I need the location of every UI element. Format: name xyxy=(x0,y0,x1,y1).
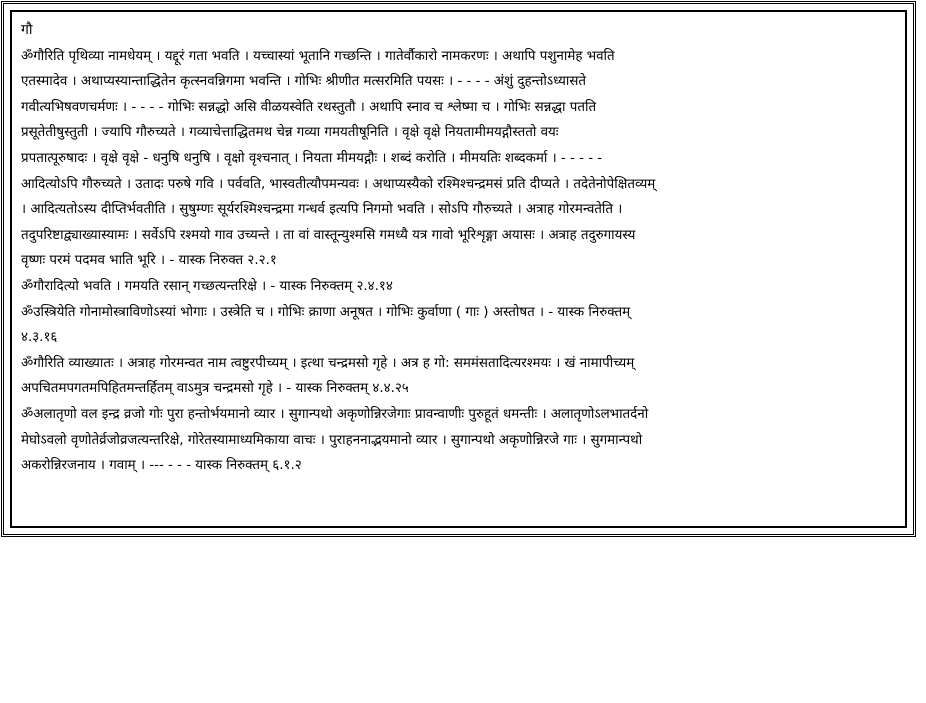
text-line: अकरोन्निरजनाय । गवाम् । --- - - - यास्क निरुक्तम् ६.१.२ xyxy=(21,458,302,474)
document-heading: गौ xyxy=(21,22,33,38)
text-line: गवीत्यभिषवणचर्मणः । - - - - गोभिः सन्नद्धो असि वीळयस्वेति रथस्तुतौ । अथापि स्नाव च श्लेष्मा च । गोभिः सन्नद्धा पतति xyxy=(21,99,597,115)
document-text-frame xyxy=(10,10,907,528)
text-line: ॐगौरिति पृथिव्या नामधेयम् । यद्दूरं गता भवति । यच्चास्यां भूतानि गच्छन्ति । गातेर्वौकारो नामकरणः । अथापि पशुनामेह भवति xyxy=(21,48,615,64)
text-line: ॐगौरादित्यो भवति । गमयति रसान् गच्छत्यन्तरिक्षे । - यास्क निरुक्तम् २.४.१४ xyxy=(21,278,393,294)
document-outer-frame xyxy=(1,1,916,537)
text-line: एतस्मादेव । अथाप्यस्यान्ताद्धितेन कृत्स्नवन्निगमा भवन्ति । गोभिः श्रीणीत मत्सरमिति पयसः । - - - - अंशुं दुहन्तोऽध्यासते xyxy=(21,74,587,90)
text-line: आदित्योऽपि गौरुच्यते । उतादः परुषे गवि । पर्ववति, भास्वतीत्यौपमन्यवः । अथाप्यस्यैको रश्मिश्चन्द्रमसं प्रति दीप्यते । तदेतेनोपेक्षितव्यम् xyxy=(21,176,656,192)
text-line: ४.३.१६ xyxy=(21,330,58,346)
text-line: अपचितमपगतमपिहितमन्तर्हितम् वाऽमुत्र चन्द्रमसो गृहे । - यास्क निरुक्तम् ४.४.२५ xyxy=(21,381,409,397)
text-line: प्रपतात्पूरुषादः । वृक्षे वृक्षे - धनुषि धनुषि । वृक्षो वृश्चनात् । नियता मीमयद्गौः । शब्दं करोति । मीमयतिः शब्दकर्मा । - - - - - xyxy=(21,150,603,166)
text-line: मेघोऽवलो वृणोतेर्व्रजोव्रजत्यन्तरिक्षे, गोरेतस्यामाध्यमिकाया वाचः । पुराहननाद्भयमानो व्यार । सुगान्पथो अकृणोन्निरजे गाः । सुगमान्पथो xyxy=(21,432,643,448)
text-line: । आदित्यतोऽस्य दीप्तिर्भवतीति । सुषुम्णः सूर्यरश्मिश्चन्द्रमा गन्धर्व इत्यपि निगमो भवति । सोऽपि गौरुच्यते । अत्राह गोरमन्वतेति । xyxy=(21,202,623,218)
text-line: ॐअलातृणो वल इन्द्र व्रजो गोः पुरा हन्तोर्भयमानो व्यार । सुगान्पथो अकृणोन्निरजेगाः प्रावन्वाणीः पुरुहूतं धमन्तीः । अलातृणोऽलभातर्दनो xyxy=(21,406,649,422)
text-line: ॐउस्त्रियेति गोनामोस्त्राविणोऽस्यां भोगाः । उस्त्रेति च । गोभिः क्राणा अनूषत । गोभिः कुर्वाणा ( गाः ) अस्तोषत । - यास्क निरुक्तम् xyxy=(21,304,631,320)
text-line: प्रसूतेतीषुस्तुती । ज्यापि गौरुच्यते । गव्याचेत्ताद्धितमथ चेन्न गव्या गमयतीषूनिति । वृक्षे वृक्षे नियतामीमयद्गौस्ततो वयः xyxy=(21,125,559,141)
text-line: वृष्णः परमं पदमव भाति भूरि । - यास्क निरुक्त २.२.१ xyxy=(21,253,277,269)
text-line: ॐगौरिति व्याख्यातः । अत्राह गोरमन्वत नाम त्वष्टुरपीच्यम् । इत्था चन्द्रमसो गृहे । अत्र ह गो: सममंसतादित्यरश्मयः । खं नामापीच्यम् xyxy=(21,355,635,371)
text-line: तदुपरिष्टाद्व्याख्यास्यामः । सर्वेऽपि रश्मयो गाव उच्यन्ते । ता वां वास्तून्युश्मसि गमध्यै यत्र गावो भूरिशृङ्गा अयासः । अत्राह तदुरुगायस्य xyxy=(21,227,636,243)
